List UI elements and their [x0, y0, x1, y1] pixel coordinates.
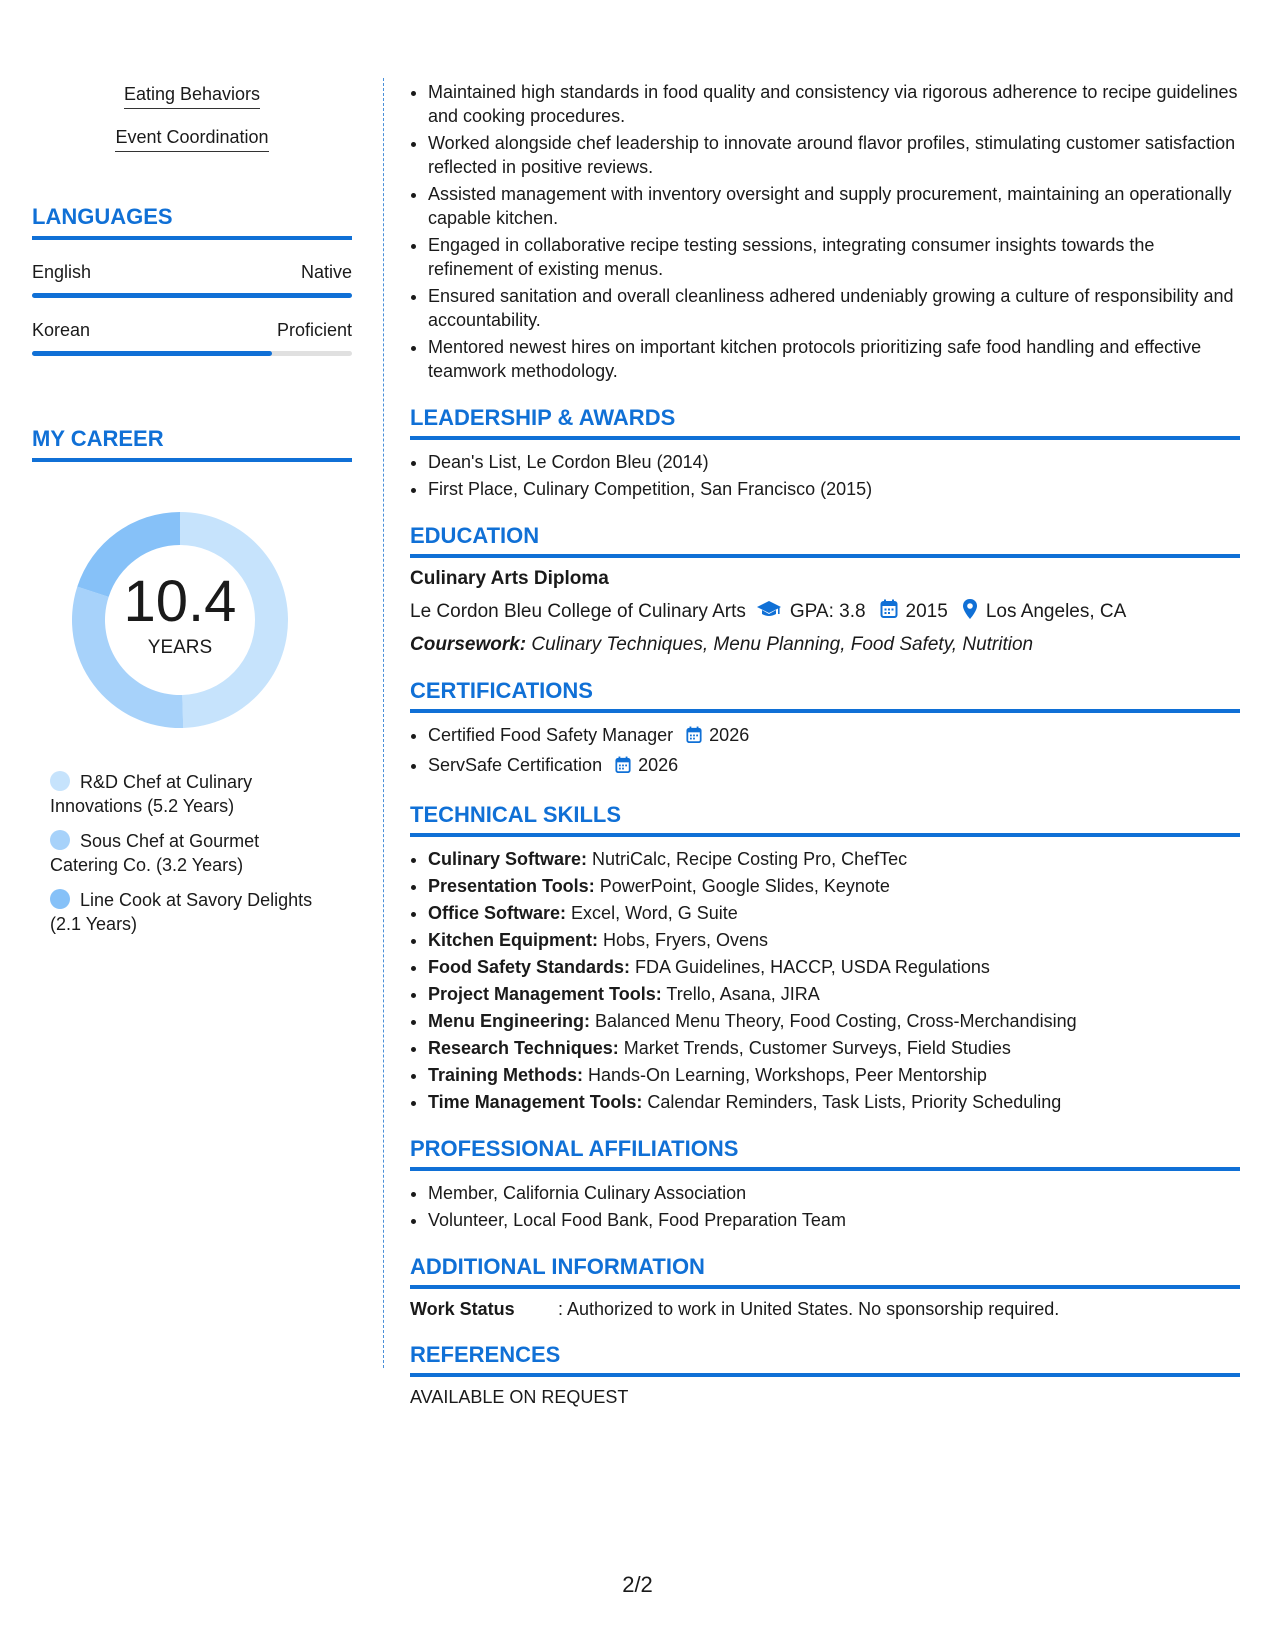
- legend-item: [50, 888, 330, 936]
- legend-label: Line Cook at Savory Delights (2.1 Years): [50, 890, 313, 934]
- skill-item: [428, 1009, 1240, 1033]
- skill-label: Office Software:: [428, 903, 567, 923]
- certifications-heading: CERTIFICATIONS: [410, 678, 1240, 713]
- skill-label: Presentation Tools:: [428, 876, 595, 896]
- additional-info-heading: ADDITIONAL INFORMATION: [410, 1254, 1240, 1289]
- skill-label: Time Management Tools:: [428, 1092, 643, 1112]
- legend-label: Sous Chef at Gourmet Catering Co. (3.2 Years): [50, 831, 260, 875]
- experience-bullets: [410, 80, 1240, 383]
- language-item: [32, 262, 352, 298]
- calendar-icon: [880, 599, 898, 625]
- skill-tag: Eating Behaviors: [124, 84, 260, 109]
- award-item: • Dean's List, Le Cordon Bleu (2014): [428, 450, 1240, 474]
- affiliations-heading: PROFESSIONAL AFFILIATIONS: [410, 1136, 1240, 1171]
- skill-tag: Event Coordination: [115, 127, 268, 152]
- work-status-value: : Authorized to work in United States. No sponsorship required.: [558, 1299, 1060, 1319]
- calendar-icon: [686, 726, 702, 750]
- right-column: [410, 80, 1240, 1408]
- work-status-label: Work Status: [410, 1299, 515, 1319]
- certification-year: 2026: [709, 725, 750, 745]
- award-item: • First Place, Culinary Competition, San Francisco (2015): [428, 477, 1240, 501]
- skill-item: [428, 901, 1240, 925]
- certification-item: [428, 753, 1240, 780]
- legend-dot: [50, 771, 70, 791]
- calendar-icon: [615, 756, 631, 780]
- column-divider: [383, 78, 384, 1368]
- career-donut-chart: [66, 506, 294, 734]
- skill-value: NutriCalc, Recipe Costing Pro, ChefTec: [592, 849, 908, 869]
- total-years-unit: YEARS: [147, 637, 213, 658]
- language-level: Proficient: [276, 320, 352, 340]
- legend-item: [50, 829, 330, 877]
- language-name: English: [32, 262, 92, 282]
- map-pin-icon: [962, 598, 978, 626]
- skills-heading: TECHNICAL SKILLS: [410, 802, 1240, 837]
- skill-label: Training Methods:: [428, 1065, 583, 1085]
- skill-value: Calendar Reminders, Task Lists, Priority Scheduling: [647, 1092, 1062, 1112]
- skill-item: [428, 928, 1240, 952]
- donut-center: [66, 506, 294, 734]
- skill-label: Kitchen Equipment:: [428, 930, 598, 950]
- skill-tags: [32, 84, 352, 170]
- references-text: AVAILABLE ON REQUEST: [410, 1387, 629, 1407]
- skill-item: [428, 955, 1240, 979]
- certification-name: ServSafe Certification: [428, 755, 603, 775]
- page-number: 2/2: [622, 1572, 653, 1597]
- language-bar: [32, 293, 352, 298]
- language-name: Korean: [32, 320, 91, 340]
- skill-value: Hobs, Fryers, Ovens: [603, 930, 769, 950]
- affiliation-item: • Volunteer, Local Food Bank, Food Preparation Team: [428, 1208, 1240, 1232]
- skill-value: Balanced Menu Theory, Food Costing, Cross-Merchandising: [595, 1011, 1077, 1031]
- coursework-list: Culinary Techniques, Menu Planning, Food Safety, Nutrition: [531, 634, 1034, 655]
- experience-bullet: • Mentored newest hires on important kitchen protocols prioritizing safe food handling and effective teamwork methodology.: [428, 335, 1240, 383]
- skill-item: [428, 982, 1240, 1006]
- languages-heading: LANGUAGES: [32, 204, 352, 240]
- certification-item: [428, 723, 1240, 750]
- education-heading: EDUCATION: [410, 523, 1240, 558]
- gpa: GPA: 3.8: [789, 601, 866, 622]
- coursework-label: Coursework:: [410, 634, 527, 655]
- certification-name: Certified Food Safety Manager: [428, 725, 674, 745]
- skill-value: Market Trends, Customer Surveys, Field Studies: [623, 1038, 1011, 1058]
- legend-item: [50, 770, 330, 818]
- skill-label: Food Safety Standards:: [428, 957, 631, 977]
- language-item: [32, 320, 352, 356]
- skill-value: Excel, Word, G Suite: [571, 903, 738, 923]
- skill-item: [428, 1036, 1240, 1060]
- skill-item: [428, 874, 1240, 898]
- skills-list: [410, 847, 1240, 1114]
- skill-value: Trello, Asana, JIRA: [666, 984, 820, 1004]
- education-details: [410, 598, 1240, 626]
- affiliation-item: • Member, California Culinary Association: [428, 1181, 1240, 1205]
- languages-section: [32, 204, 352, 356]
- experience-bullet: • Engaged in collaborative recipe testing sessions, integrating consumer insights towards the refinement of existing menus.: [428, 233, 1240, 281]
- skill-label: Culinary Software:: [428, 849, 588, 869]
- language-level: Native: [300, 262, 352, 282]
- coursework: [410, 634, 1240, 656]
- career-section: [32, 426, 352, 936]
- skill-label: Project Management Tools:: [428, 984, 662, 1004]
- experience-bullet: • Ensured sanitation and overall cleanliness adhered undeniably growing a culture of responsibility and accountability.: [428, 284, 1240, 332]
- legend-dot: [50, 830, 70, 850]
- skill-item: [428, 1090, 1240, 1114]
- degree-title: Culinary Arts Diploma: [410, 568, 609, 589]
- certifications-list: [410, 723, 1240, 780]
- skill-label: Research Techniques:: [428, 1038, 619, 1058]
- skill-item: [428, 1063, 1240, 1087]
- language-bar-fill: [32, 351, 272, 356]
- language-bar-fill: [32, 293, 352, 298]
- experience-bullet: • Assisted management with inventory oversight and supply procurement, maintaining an operationally capable kitchen.: [428, 182, 1240, 230]
- graduation-cap-icon: [756, 599, 782, 625]
- references-heading: REFERENCES: [410, 1342, 1240, 1377]
- legend-label: R&D Chef at Culinary Innovations (5.2 Years): [50, 772, 253, 816]
- skill-value: FDA Guidelines, HACCP, USDA Regulations: [635, 957, 990, 977]
- language-bar: [32, 351, 352, 356]
- left-column: [32, 84, 352, 947]
- skill-value: Hands-On Learning, Workshops, Peer Mentorship: [588, 1065, 987, 1085]
- total-years-value: 10.4: [123, 569, 237, 634]
- graduation-year: 2015: [905, 601, 948, 622]
- experience-bullet: • Maintained high standards in food quality and consistency via rigorous adherence to recipe guidelines and cooking procedures.: [428, 80, 1240, 128]
- affiliations-list: [410, 1181, 1240, 1232]
- work-status-row: [410, 1299, 1240, 1320]
- career-legend: [50, 770, 352, 936]
- career-heading: MY CAREER: [32, 426, 352, 462]
- legend-dot: [50, 889, 70, 909]
- awards-list: [410, 450, 1240, 501]
- skill-item: [428, 847, 1240, 871]
- experience-bullet: • Worked alongside chef leadership to innovate around flavor profiles, stimulating customer satisfaction reflected in positive reviews.: [428, 131, 1240, 179]
- awards-heading: LEADERSHIP & AWARDS: [410, 405, 1240, 440]
- certification-year: 2026: [638, 755, 679, 775]
- school-location: Los Angeles, CA: [985, 601, 1127, 622]
- skill-value: PowerPoint, Google Slides, Keynote: [599, 876, 890, 896]
- skill-label: Menu Engineering:: [428, 1011, 590, 1031]
- school-name: Le Cordon Bleu College of Culinary Arts: [410, 601, 746, 622]
